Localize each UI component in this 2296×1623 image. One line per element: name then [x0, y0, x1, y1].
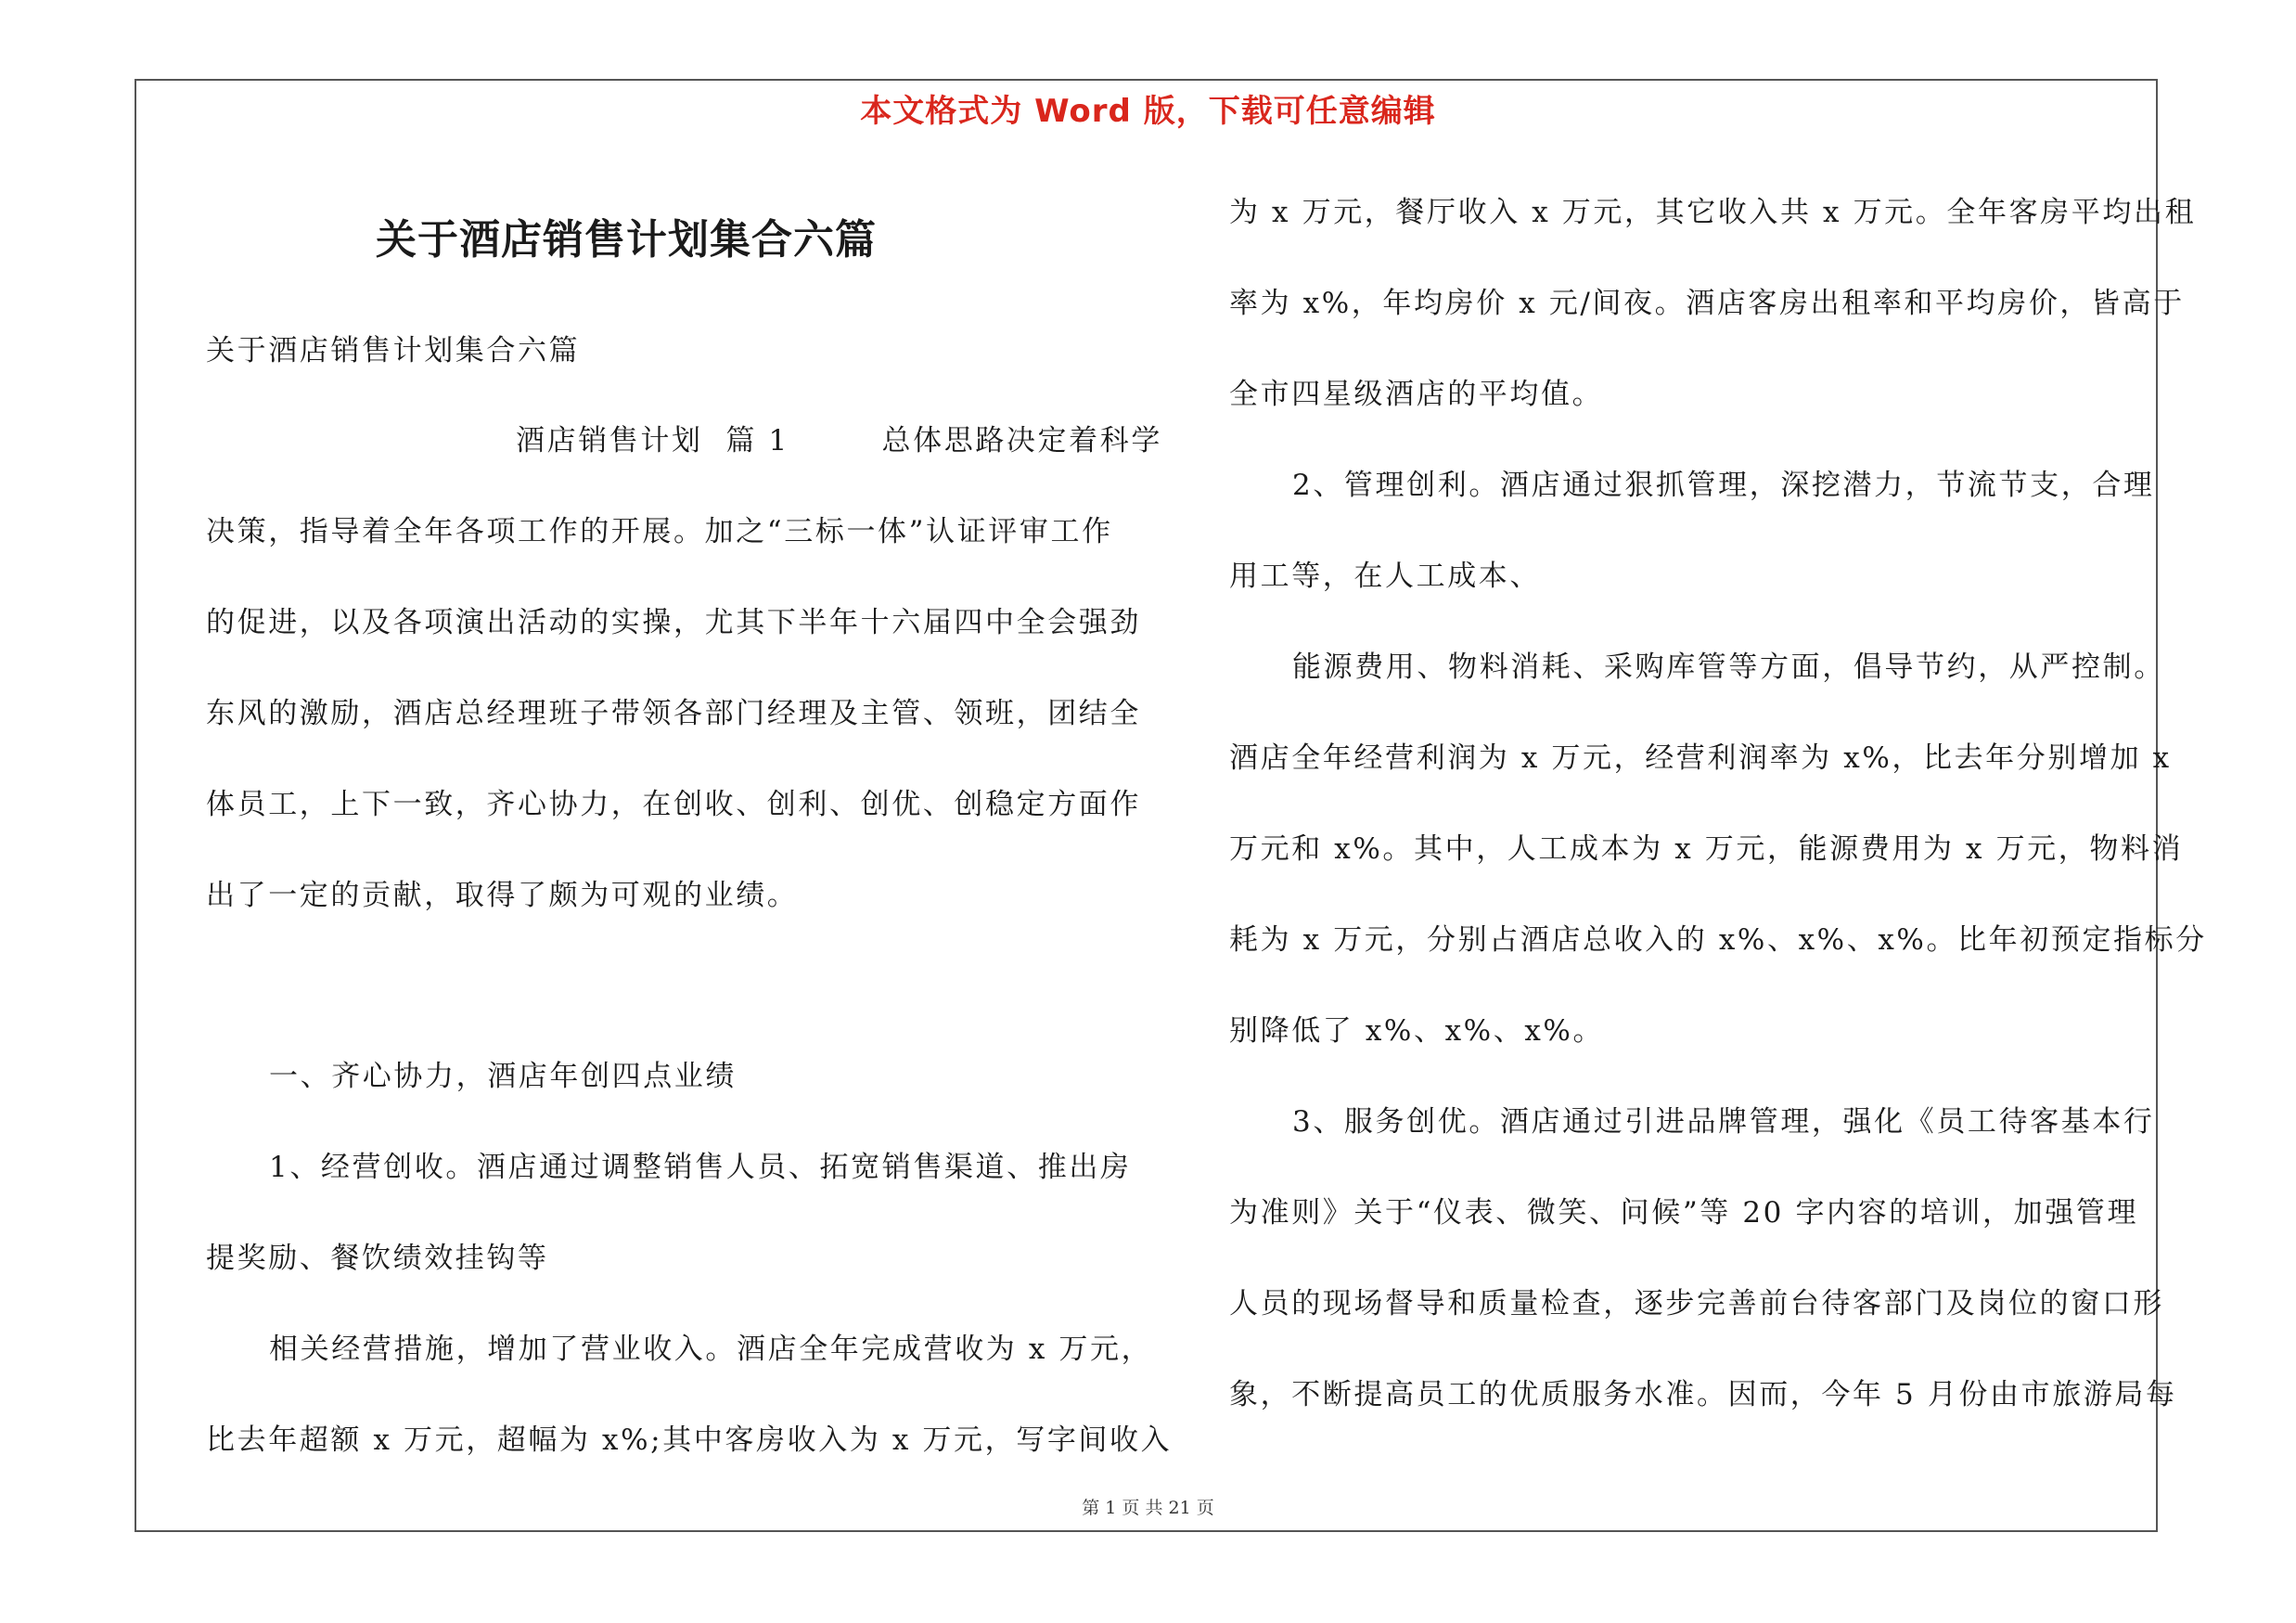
paragraph-line: 酒店全年经营利润为 x 万元，经营利润率为 x%，比去年分别增加 x — [1229, 741, 2172, 775]
paragraph-line: 为准则》关于“仪表、微笑、问候”等 20 字内容的培训，加强管理 — [1229, 1196, 2139, 1230]
paragraph-line: 决策，指导着全年各项工作的开展。加之“三标一体”认证评审工作 — [206, 515, 1113, 548]
paragraph-line: 能源费用、物料消耗、采购库管等方面，倡导节约，从严控制。 — [1292, 650, 2165, 684]
paragraph-line: 全市四星级酒店的平均值。 — [1229, 378, 1604, 411]
paragraph-line: 万元和 x%。其中，人工成本为 x 万元，能源费用为 x 万元，物料消 — [1229, 832, 2184, 866]
paragraph-line: 比去年超额 x 万元，超幅为 x%;其中客房收入为 x 万元，写字间收入 — [206, 1423, 1173, 1457]
paragraph-line: 人员的现场督导和质量检查，逐步完善前台待客部门及岗位的窗口形 — [1229, 1287, 2164, 1320]
paragraph-line: 率为 x%，年均房价 x 元/间夜。酒店客房出租率和平均房价，皆高于 — [1229, 287, 2185, 320]
paragraph-line: 体员工，上下一致，齐心协力，在创收、创利、创优、创稳定方面作 — [206, 788, 1141, 821]
paragraph-line: 2、管理创利。酒店通过狠抓管理，深挖潜力，节流节支，合理 — [1292, 469, 2155, 502]
section-heading: 一、齐心协力，酒店年创四点业绩 — [269, 1060, 737, 1093]
paragraph-line: 3、服务创优。酒店通过引进品牌管理，强化《员工待客基本行 — [1292, 1105, 2155, 1139]
document-title: 关于酒店销售计划集合六篇 — [376, 216, 877, 264]
paragraph-line: 耗为 x 万元，分别占酒店总收入的 x%、x%、x%。比年初预定指标分 — [1229, 923, 2207, 957]
paragraph-line: 1、经营创收。酒店通过调整销售人员、拓宽销售渠道、推出房 — [269, 1151, 1132, 1184]
paragraph-line: 别降低了 x%、x%、x%。 — [1229, 1014, 1605, 1048]
subtitle-line: 关于酒店销售计划集合六篇 — [206, 334, 581, 367]
paragraph-line: 相关经营措施，增加了营业收入。酒店全年完成营收为 x 万元， — [269, 1333, 1153, 1366]
paragraph-line: 酒店销售计划 篇 1 总体思路决定着科学 — [516, 424, 1162, 457]
paragraph-line: 出了一定的贡献，取得了颇为可观的业绩。 — [206, 879, 799, 912]
paragraph-line: 象，不断提高员工的优质服务水准。因而，今年 5 月份由市旅游局每 — [1229, 1378, 2177, 1411]
paragraph-line: 东风的激励，酒店总经理班子带领各部门经理及主管、领班，团结全 — [206, 697, 1141, 730]
paragraph-line: 的促进，以及各项演出活动的实操，尤其下半年十六届四中全会强劲 — [206, 606, 1141, 639]
paragraph-line: 为 x 万元，餐厅收入 x 万元，其它收入共 x 万元。全年客房平均出租 — [1229, 196, 2197, 229]
paragraph-line: 提奖励、餐饮绩效挂钩等 — [206, 1242, 549, 1275]
paragraph-line: 用工等，在人工成本、 — [1229, 560, 1541, 593]
format-banner: 本文格式为 Word 版，下载可任意编辑 — [860, 93, 1436, 130]
page-number-footer: 第 1 页 共 21 页 — [1082, 1498, 1214, 1518]
